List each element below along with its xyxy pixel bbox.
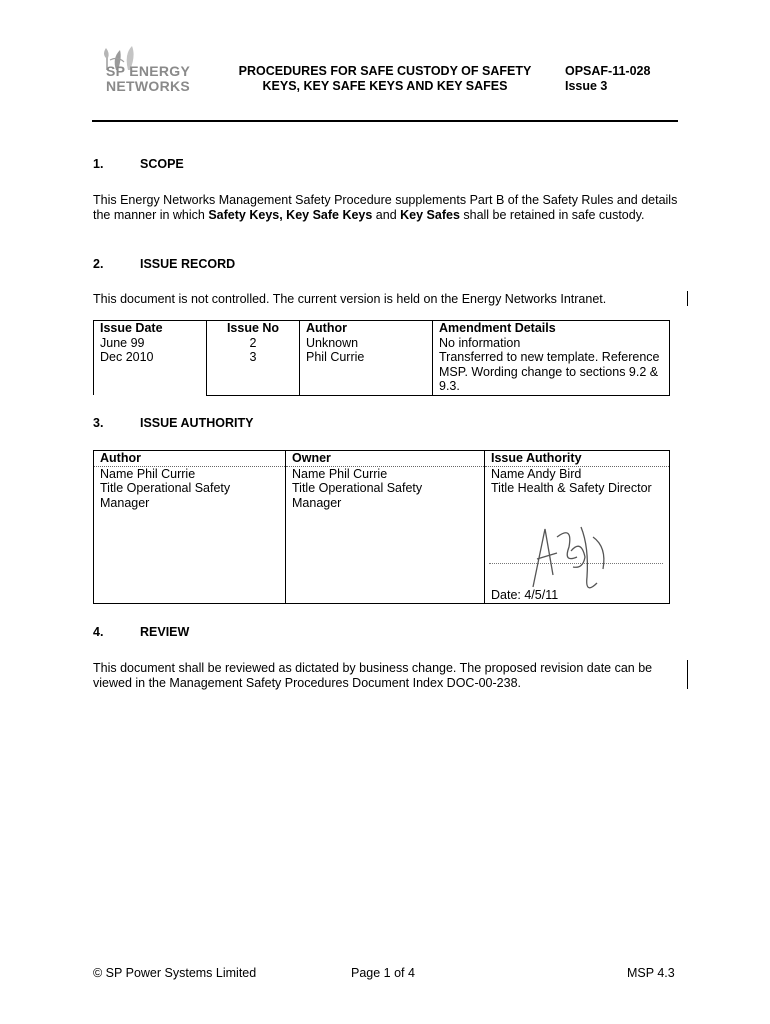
scope-bold-keys: Safety Keys, Key Safe Keys (208, 208, 373, 222)
section-1-number: 1. (93, 157, 104, 171)
scope-text-b: and (372, 208, 401, 222)
author: Unknown (306, 335, 359, 350)
section-4-heading: REVIEW (140, 625, 190, 639)
table-cell (300, 336, 433, 396)
owner-name: Name Phil Currie (292, 466, 388, 481)
revision-change-bar (687, 291, 688, 306)
table-cell (485, 466, 670, 604)
table-header-row (94, 451, 670, 467)
logo-line-1: SP ENERGY (106, 63, 191, 79)
title-line-1: PROCEDURES FOR SAFE CUSTODY OF SAFETY (238, 64, 532, 78)
issue-authority-table (93, 450, 670, 604)
issue-no: 2 (249, 335, 257, 350)
header-divider (92, 120, 678, 122)
author-title: Title Operational Safety Manager (100, 481, 231, 510)
title-line-2: KEYS, KEY SAFE KEYS AND KEY SAFES (262, 79, 508, 93)
doc-code: OPSAF-11-028 (565, 64, 651, 78)
column-header: Amendment Details (433, 321, 670, 336)
handwritten-signature (523, 517, 613, 597)
authority-title: Title Health & Safety Director (491, 481, 652, 495)
table-cell (433, 336, 670, 396)
author-name: Name Phil Currie (100, 466, 196, 481)
table-row (94, 336, 670, 396)
logo-line-2: NETWORKS (106, 78, 191, 94)
footer-copyright: © SP Power Systems Limited (93, 966, 257, 980)
table-header-row (94, 321, 670, 336)
column-header: Issue No (207, 321, 300, 336)
issue-record-table (93, 320, 670, 396)
column-header: Author (300, 321, 433, 336)
scope-text-c: shall be retained in safe custody. (459, 208, 645, 222)
column-header: Owner (286, 451, 485, 467)
table-cell (207, 336, 300, 396)
document-reference (565, 64, 650, 94)
issue-number: Issue 3 (565, 79, 608, 93)
table-row (94, 466, 670, 604)
amendment-details: No information (439, 335, 521, 350)
revision-change-bar (687, 660, 688, 689)
column-header: Issue Date (94, 321, 207, 336)
table-cell (94, 336, 207, 396)
scope-text-a: This Energy Networks Management Safety Procedure supplements Part B of the Safety Rules and details the manner in which (93, 193, 678, 222)
amendment-details: Transferred to new template. Reference MSP. Wording change to sections 9.2 & 9.3. (439, 350, 660, 393)
footer-page-number: Page 1 of 4 (351, 966, 415, 980)
issue-no: 3 (249, 350, 257, 364)
issue-date: Dec 2010 (100, 350, 154, 364)
table-cell (94, 466, 286, 604)
scope-bold-safes: Key Safes (400, 208, 460, 222)
logo-wordmark (106, 64, 190, 94)
issue-record-intro: This document is not controlled. The current version is held on the Energy Networks Intranet. (93, 292, 607, 306)
document-title (215, 64, 555, 94)
footer-msp-reference: MSP 4.3 (627, 966, 675, 980)
issue-date: June 99 (100, 335, 145, 350)
table-cell (286, 466, 485, 604)
section-3-heading: ISSUE AUTHORITY (140, 416, 254, 430)
scope-paragraph (93, 193, 683, 223)
column-header: Author (94, 451, 286, 467)
column-header: Issue Authority (485, 451, 670, 467)
section-4-number: 4. (93, 625, 104, 639)
author: Phil Currie (306, 350, 365, 364)
owner-title: Title Operational Safety Manager (292, 481, 423, 510)
authority-date: Date: 4/5/11 (491, 587, 559, 602)
authority-name: Name Andy Bird (491, 466, 582, 481)
section-2-heading: ISSUE RECORD (140, 257, 236, 271)
section-3-number: 3. (93, 416, 104, 430)
review-paragraph: This document shall be reviewed as dictated by business change. The proposed revision date can be viewed in the Management Safety Procedures Document Index DOC-00-238. (93, 661, 653, 690)
section-1-heading: SCOPE (140, 157, 184, 171)
section-2-number: 2. (93, 257, 104, 271)
